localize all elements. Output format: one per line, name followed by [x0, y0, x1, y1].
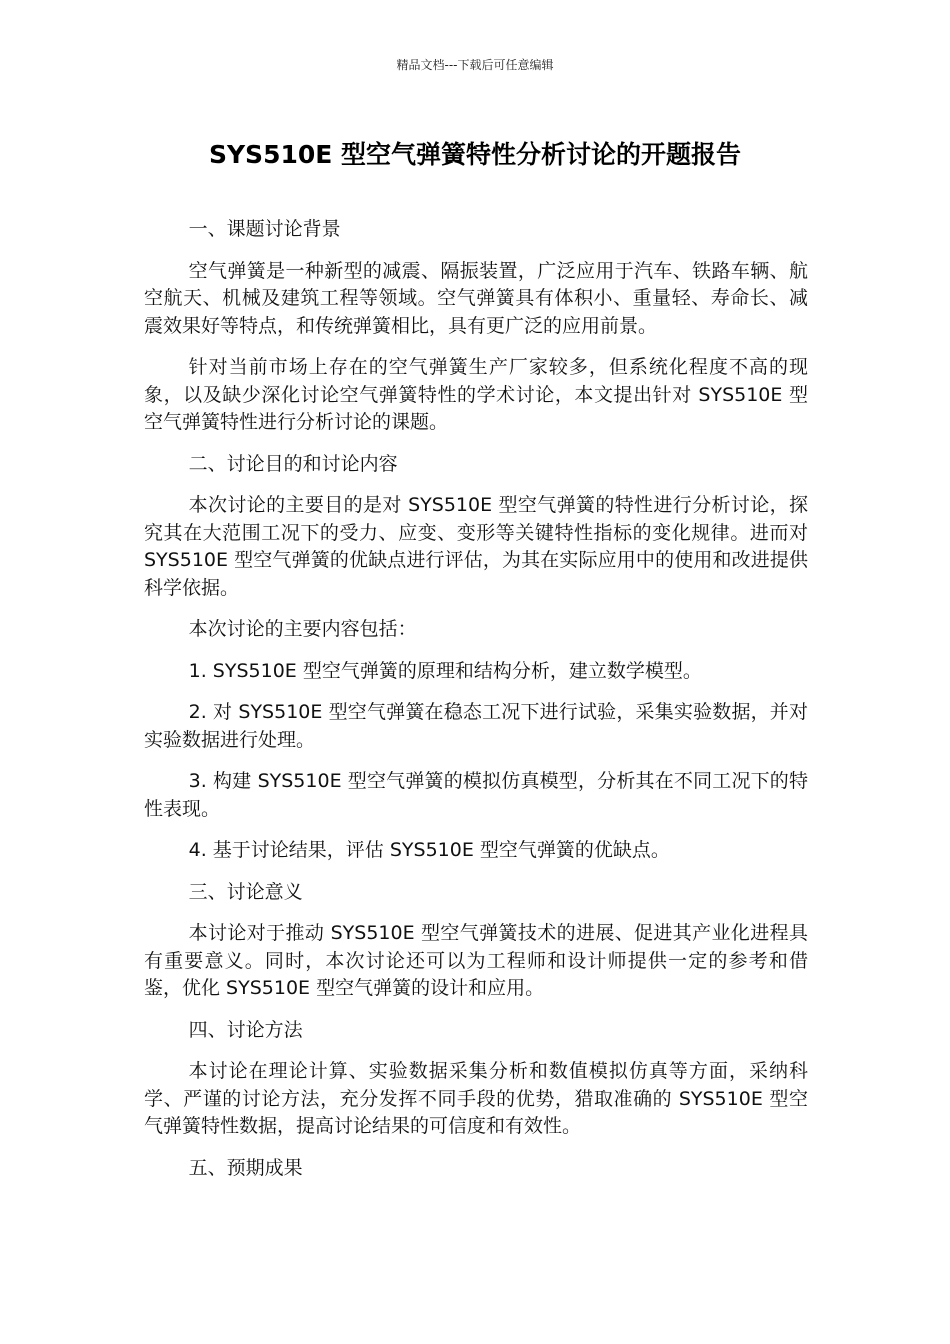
section-heading-background: 一、课题讨论背景 — [188, 218, 341, 240]
document-title: SYS510E 型空气弹簧特性分析讨论的开题报告 — [208, 140, 742, 169]
list-item-1: 1. SYS510E 型空气弹簧的原理和结构分析，建立数学模型。 — [188, 659, 702, 682]
section-heading-method: 四、讨论方法 — [188, 1018, 303, 1041]
paragraph-significance: 本讨论对于推动 SYS510E 型空气弹簧技术的进展、促进其产业化进程具有重要意义。同时，本次讨论还可以为工程师和设计师提供一定的参考和借鉴，优化 SYS510E 型空气弹簧的设计和应用。 — [144, 922, 808, 999]
section-heading-purpose: 二、讨论目的和讨论内容 — [188, 452, 398, 475]
section-heading-significance: 三、讨论意义 — [188, 880, 303, 903]
paragraph-method: 本讨论在理论计算、实验数据采集分析和数值模拟仿真等方面，采纳科学、严谨的讨论方法，充分发挥不同手段的优势，猎取准确的 SYS510E 型空气弹簧特性数据，提高讨论结果的可信度和有效性。 — [144, 1060, 808, 1137]
paragraph-content-intro: 本次讨论的主要内容包括： — [188, 618, 417, 640]
list-item-4: 4. 基于讨论结果，评估 SYS510E 型空气弹簧的优缺点。 — [188, 839, 670, 861]
paragraph-background-2: 针对当前市场上存在的空气弹簧生产厂家较多，但系统化程度不高的现象，以及缺少深化讨论空气弹簧特性的学术讨论，本文提出针对 SYS510E 型空气弹簧特性进行分析讨论的课题。 — [144, 356, 808, 433]
paragraph-purpose: 本次讨论的主要目的是对 SYS510E 型空气弹簧的特性进行分析讨论，探究其在大范围工况下的受力、应变、变形等关键特性指标的变化规律。进而对 SYS510E 型空气弹簧的优缺点进行评估，为其在实际应用中的使用和改进提供科学依据。 — [144, 494, 808, 599]
section-heading-expected-results: 五、预期成果 — [188, 1156, 303, 1179]
list-item-2: 2. 对 SYS510E 型空气弹簧在稳态工况下进行试验，采集实验数据，并对实验数据进行处理。 — [144, 701, 808, 751]
paragraph-background-1: 空气弹簧是一种新型的减震、隔振装置，广泛应用于汽车、铁路车辆、航空航天、机械及建筑工程等领域。空气弹簧具有体积小、重量轻、寿命长、减震效果好等特点，和传统弹簧相比，具有更广泛的应用前景。 — [144, 259, 808, 337]
list-item-3: 3. 构建 SYS510E 型空气弹簧的模拟仿真模型，分析其在不同工况下的特性表现。 — [144, 770, 808, 820]
page-header: 精品文档---下载后可任意编辑 — [396, 58, 554, 72]
document-body — [144, 216, 808, 1196]
